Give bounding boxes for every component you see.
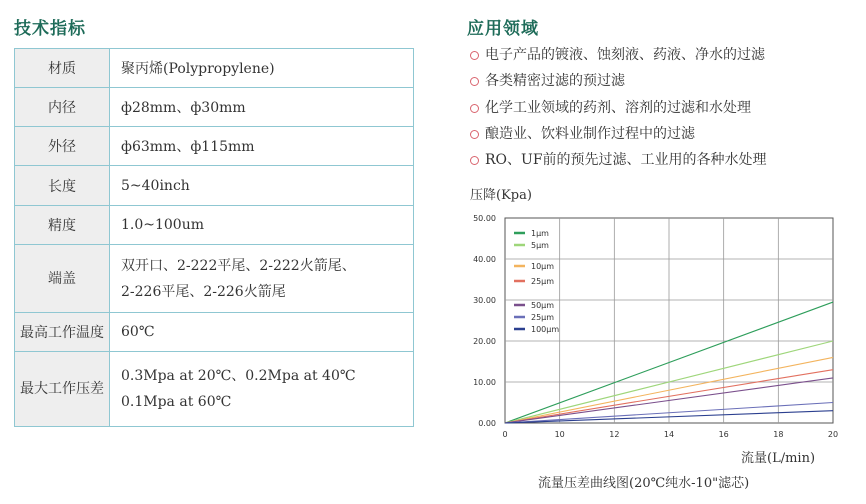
spec-row: [15, 127, 414, 166]
spec-value: [110, 313, 414, 352]
spec-key: 外径: [15, 127, 110, 166]
spec-key: 长度: [15, 166, 110, 206]
spec-key: 最高工作温度: [15, 313, 110, 352]
spec-row: [15, 206, 414, 245]
spec-section-title: 技术指标: [14, 19, 86, 39]
list-item: [470, 95, 767, 121]
spec-key: 端盖: [15, 245, 110, 313]
circle-bullet-icon: [470, 51, 479, 60]
list-item: [470, 42, 767, 68]
list-item: [470, 147, 767, 173]
application-text: 酿造业、饮料业制作过程中的过滤: [485, 125, 695, 142]
spec-key: 最大工作压差: [15, 352, 110, 427]
spec-value-line: ф63mm、ф115mm: [121, 139, 255, 155]
spec-value-line: 聚丙烯(Polypropylene): [121, 61, 275, 77]
list-item: [470, 121, 767, 147]
spec-row: [15, 352, 414, 427]
spec-value: [110, 88, 414, 127]
chart-x-axis-label: 流量(L/min): [741, 451, 816, 466]
application-text: 各类精密过滤的预过滤: [485, 73, 625, 90]
spec-row: [15, 49, 414, 88]
spec-value: [110, 245, 414, 313]
applications-list: [470, 42, 767, 173]
spec-row: [15, 166, 414, 206]
application-text: RO、UF前的预先过滤、工业用的各种水处理: [485, 152, 767, 169]
circle-bullet-icon: [470, 104, 479, 113]
x-tick-label: 16: [718, 430, 729, 439]
x-tick-label: 18: [773, 430, 784, 439]
spec-key: 材质: [15, 49, 110, 88]
x-tick-label: 20: [827, 430, 839, 439]
spec-value: [110, 166, 414, 206]
chart-caption: 流量压差曲线图(20℃纯水-10"滤芯): [538, 476, 750, 491]
x-tick-label: 14: [663, 430, 675, 439]
spec-key: 精度: [15, 206, 110, 245]
y-tick-label: 10.00: [473, 378, 496, 387]
applications-section-title: 应用领域: [467, 19, 539, 39]
spec-row: [15, 313, 414, 352]
x-tick-label: 0: [502, 430, 508, 439]
spec-value-line: 1.0~100um: [121, 217, 205, 233]
circle-bullet-icon: [470, 77, 479, 86]
legend-label: 10μm: [531, 262, 555, 271]
y-tick-label: 0.00: [478, 419, 496, 428]
circle-bullet-icon: [470, 156, 479, 165]
legend-label: 5μm: [531, 241, 549, 250]
spec-value-line: 2-226平尾、2-226火箭尾: [121, 283, 286, 300]
legend-label: 100μm: [531, 325, 560, 334]
chart-y-axis-label: 压降(Kpa): [470, 188, 532, 203]
legend-label: 50μm: [531, 301, 555, 310]
spec-table: [14, 48, 414, 427]
spec-value-line: ф28mm、ф30mm: [121, 100, 246, 116]
x-tick-label: 10: [554, 430, 565, 439]
legend-label: 25μm: [531, 277, 555, 286]
y-tick-label: 30.00: [473, 296, 496, 305]
circle-bullet-icon: [470, 130, 479, 139]
application-text: 化学工业领域的药剂、溶剂的过滤和水处理: [485, 99, 751, 116]
list-item: [470, 68, 767, 94]
application-text: 电子产品的镀液、蚀刻液、药液、净水的过滤: [485, 47, 765, 63]
spec-key: 内径: [15, 88, 110, 127]
spec-value-line: 5~40inch: [121, 177, 190, 194]
spec-value: [110, 352, 414, 427]
y-tick-label: 20.00: [473, 337, 496, 346]
y-tick-label: 40.00: [473, 255, 496, 264]
legend-label: 1μm: [531, 229, 549, 238]
pressure-flow-chart: [465, 205, 845, 447]
spec-value-line: 0.3Mpa at 20℃、0.2Mpa at 40℃: [121, 368, 356, 384]
x-tick-label: 12: [609, 430, 620, 439]
spec-value: [110, 206, 414, 245]
spec-value: [110, 49, 414, 88]
y-tick-label: 50.00: [473, 214, 496, 223]
spec-row: [15, 88, 414, 127]
spec-value: [110, 127, 414, 166]
spec-value-line: 0.1Mpa at 60℃: [121, 394, 232, 410]
spec-value-line: 60℃: [121, 324, 155, 340]
legend-label: 25μm: [531, 313, 555, 322]
spec-value-line: 双开口、2-222平尾、2-222火箭尾、: [121, 257, 356, 274]
spec-row: [15, 245, 414, 313]
